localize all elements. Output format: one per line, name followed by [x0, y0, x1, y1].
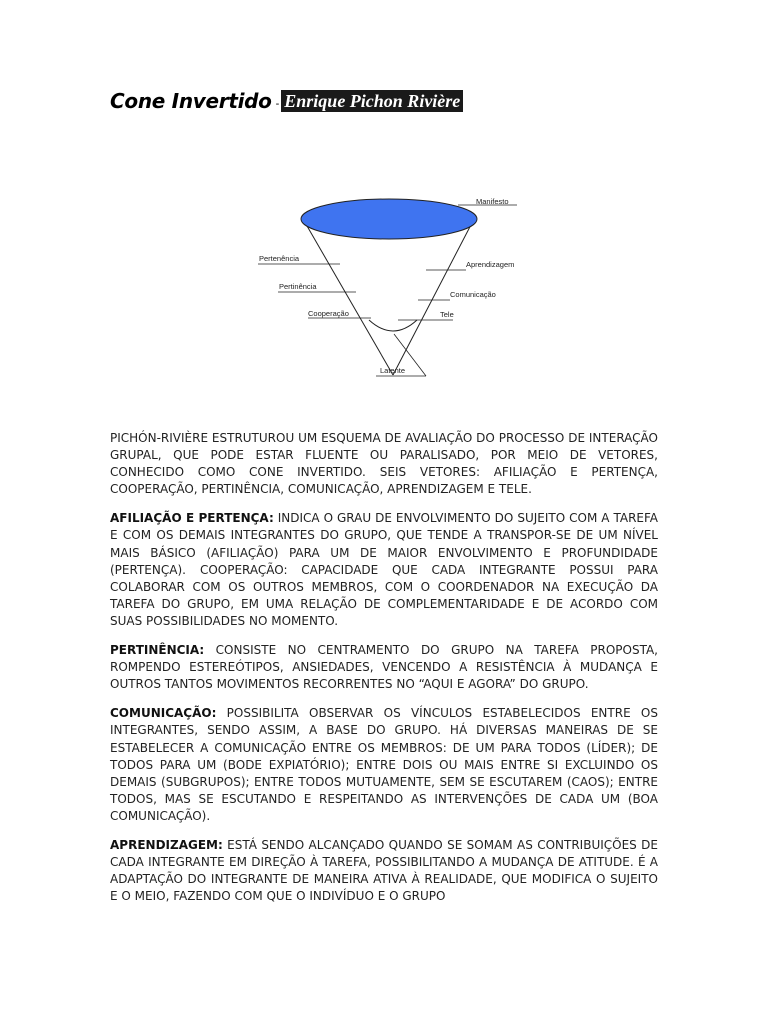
cone-top-ellipse: [301, 199, 477, 239]
aprendizagem-text: ESTÁ SENDO ALCANÇADO QUANDO SE SOMAM AS CONTRIBUIÇÕES DE CADA INTEGRANTE EM DIREÇÃO À TAREFA, POSSIBILITANDO A MUDANÇA DE ATITUDE. É A ADAPTAÇÃO DO INTEGRANTE DE MANEIRA ATIVA À REALIDADE, QUE MODIFICA O SUJEITO E O MEIO, FAZENDO COM QUE O INDIVÍDUO E O GRUPO: [110, 837, 658, 904]
pertinencia-label: PERTINÊNCIA:: [110, 643, 205, 658]
body-text: [110, 430, 658, 917]
paragraph-aprendizagem: [110, 837, 658, 905]
intro-text-2: SEIS VETORES: AFILIAÇÃO E PERTENÇA, COOPERAÇÃO, PERTINÊNCIA, COMUNICAÇÃO, APRENDIZAGEM E TELE.: [110, 465, 658, 497]
title-line: [110, 88, 463, 114]
comunicacao-label: COMUNICAÇÃO:: [110, 706, 217, 721]
inverted-cone-svg: [248, 188, 533, 380]
paragraph-pertinencia: [110, 642, 658, 693]
label-manifesto: Manifesto: [476, 197, 509, 206]
paragraph-comunicacao: [110, 705, 658, 825]
cone-left-side: [303, 219, 393, 375]
pertinencia-text: CONSISTE NO CENTRAMENTO DO GRUPO NA TAREFA PROPOSTA, ROMPENDO ESTEREÓTIPOS, ANSIEDADES, VENCENDO A RESISTÊNCIA À MUDANÇA E OUTROS TANTOS MOVIMENTOS RECORRENTES NO “AQUI E AGORA” DO GRUPO.: [110, 643, 658, 692]
aprendizagem-label: APRENDIZAGEM:: [110, 837, 223, 852]
title-separator: -: [275, 98, 280, 110]
afiliacao-label: AFILIAÇÃO E PERTENÇA:: [110, 511, 274, 526]
paragraph-afiliacao: [110, 510, 658, 630]
label-latente: Latente: [380, 366, 406, 375]
page-title: Cone Invertido: [110, 89, 272, 113]
label-pertenencia: Pertenência: [259, 254, 300, 263]
cooperacao-text: COOPERAÇÃO: CAPACIDADE QUE CADA INTEGRANTE POSSUI PARA COLABORAR COM OS OUTROS MEMBROS, COM O COORDENADOR NA EXECUÇÃO DA TAREFA DO GRUPO, EM UMA RELAÇÃO DE COMPLEMENTARIDADE E DE ACORDO COM SUAS POSSIBILIDADES NO MOMENTO.: [110, 562, 658, 628]
cone-inner-arc: [369, 320, 417, 331]
label-cooperacao: Cooperação: [308, 309, 349, 318]
inverted-cone-diagram: [248, 188, 533, 380]
paragraph-intro: [110, 430, 658, 498]
afiliacao-text: INDICA O GRAU DE ENVOLVIMENTO DO SUJEITO COM A TAREFA E COM OS DEMAIS INTEGRANTES DO GRUPO, QUE TENDE A TRANSPOR-SE DE UM NÍVEL MAIS BÁSICO (AFILIAÇÃO) PARA UM DE MAIOR ENVOLVIMENTO E PROFUNDIDADE (PERTENÇA).: [110, 511, 659, 577]
label-pertinencia: Pertinência: [279, 282, 317, 291]
intro-text-1: PICHÓN-RIVIÈRE ESTRUTUROU UM ESQUEMA DE AVALIAÇÃO DO PROCESSO DE INTERAÇÃO GRUPAL, QUE PODE ESTAR FLUENTE OU PARALISADO, POR MEIO DE VETORES, CONHECIDO COMO CONE INVERTIDO.: [110, 431, 658, 480]
author-name: Enrique Pichon Rivière: [281, 90, 463, 112]
label-comunicacao: Comunicação: [450, 290, 496, 299]
label-aprendizagem: Aprendizagem: [466, 260, 515, 269]
label-tele: Tele: [440, 310, 454, 319]
comunicacao-text: POSSIBILITA OBSERVAR OS VÍNCULOS ESTABELECIDOS ENTRE OS INTEGRANTES, SENDO ASSIM, A BASE DO GRUPO. HÁ DIVERSAS MANEIRAS DE SE ESTABELECER A COMUNICAÇÃO ENTRE OS MEMBROS: DE UM PARA TODOS (LÍDER); DE TODOS PARA UM (BODE EXPIATÓRIO); ENTRE DOIS OU MAIS ENTRE SI EXCLUINDO OS DEMAIS (SUBGRUPOS); ENTRE TODOS MUTUAMENTE, SEM SE ESCUTAREM (CAOS); ENTRE TODOS, MAS SE ESCUTANDO E RESPEITANDO AS INTERVENÇÕES DE CADA UM (BOA COMUNICAÇÃO).: [110, 706, 658, 823]
